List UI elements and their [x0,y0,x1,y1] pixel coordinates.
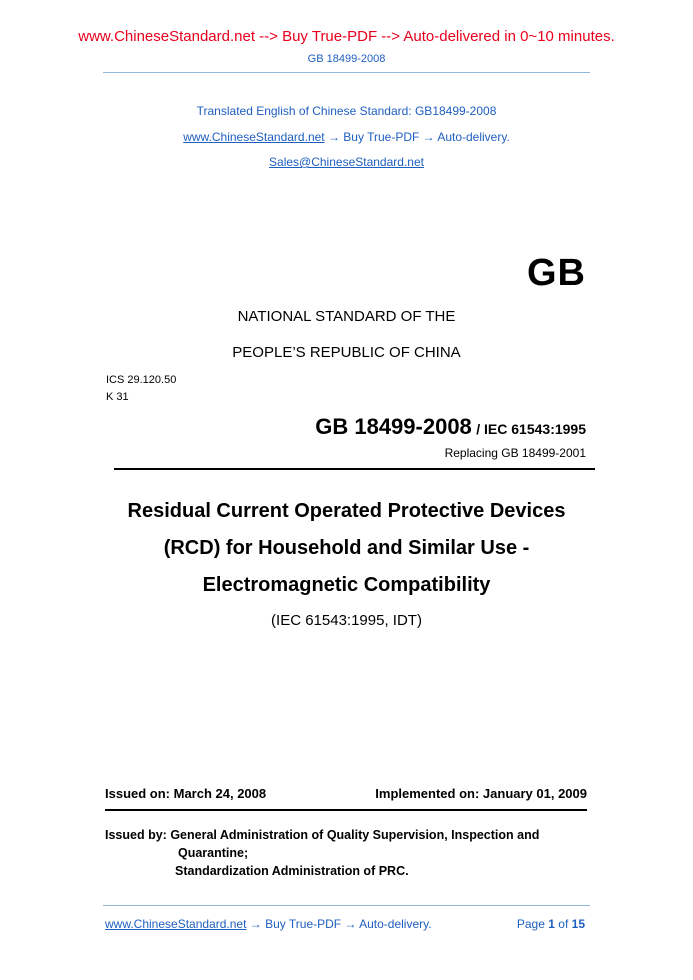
issued-on: Issued on: March 24, 2008 [105,786,267,801]
national-standard-line1: NATIONAL STANDARD OF THE [237,308,456,325]
issued-by-line2: Quarantine; [178,846,249,860]
subtitle: (IEC 61543:1995, IDT) [271,612,422,629]
title-line3: Electromagnetic Compatibility [202,574,491,596]
title-divider [114,468,595,470]
issued-by-label: Issued by: [105,828,167,842]
sales-email-link[interactable]: Sales@ChineseStandard.net [269,155,424,169]
footer-link-line [105,917,432,931]
footer-link-rest: → Buy True-PDF → Auto-delivery. [246,917,432,931]
footer-divider [103,905,590,906]
issued-by-block [105,826,539,880]
footer-chinesestandard-link[interactable]: www.ChineseStandard.net [105,917,247,931]
gb-number: GB 18499-2008 [315,414,472,439]
page-total: 15 [571,917,585,931]
title-line2: (RCD) for Household and Similar Use - [163,537,530,559]
header-doc-code: GB 18499-2008 [307,53,386,65]
issued-by-line1: General Administration of Quality Supervision, Inspection and [170,828,540,842]
issued-by-line3: Standardization Administration of PRC. [175,864,409,878]
promo-banner: www.ChineseStandard.net --> Buy True-PDF --> Auto-delivered in 0~10 minutes. [78,28,615,45]
email-line [0,155,693,169]
iec-equivalent: / IEC 61543:1995 [476,421,586,437]
header-divider [103,72,590,73]
title-line1: Residual Current Operated Protective Devices [127,500,566,522]
page-of: of [558,917,569,931]
translation-link-line [0,130,693,144]
page-current: 1 [548,917,555,931]
standard-number [315,414,586,440]
national-standard-line2: PEOPLE’S REPUBLIC OF CHINA [232,344,461,361]
implemented-on: Implemented on: January 01, 2009 [375,786,587,801]
translation-note: Translated English of Chinese Standard: GB18499-2008 [196,104,497,118]
page-number [517,917,585,931]
page-label: Page [516,917,545,931]
k-code: K 31 [106,391,129,403]
replacing-note: Replacing GB 18499-2001 [444,446,586,460]
issue-divider [105,809,587,811]
translation-link-rest: → Buy True-PDF → Auto-delivery. [324,130,510,144]
ics-code: ICS 29.120.50 [106,374,177,386]
gb-logo: GB [527,252,586,294]
chinesestandard-link[interactable]: www.ChineseStandard.net [183,130,325,144]
